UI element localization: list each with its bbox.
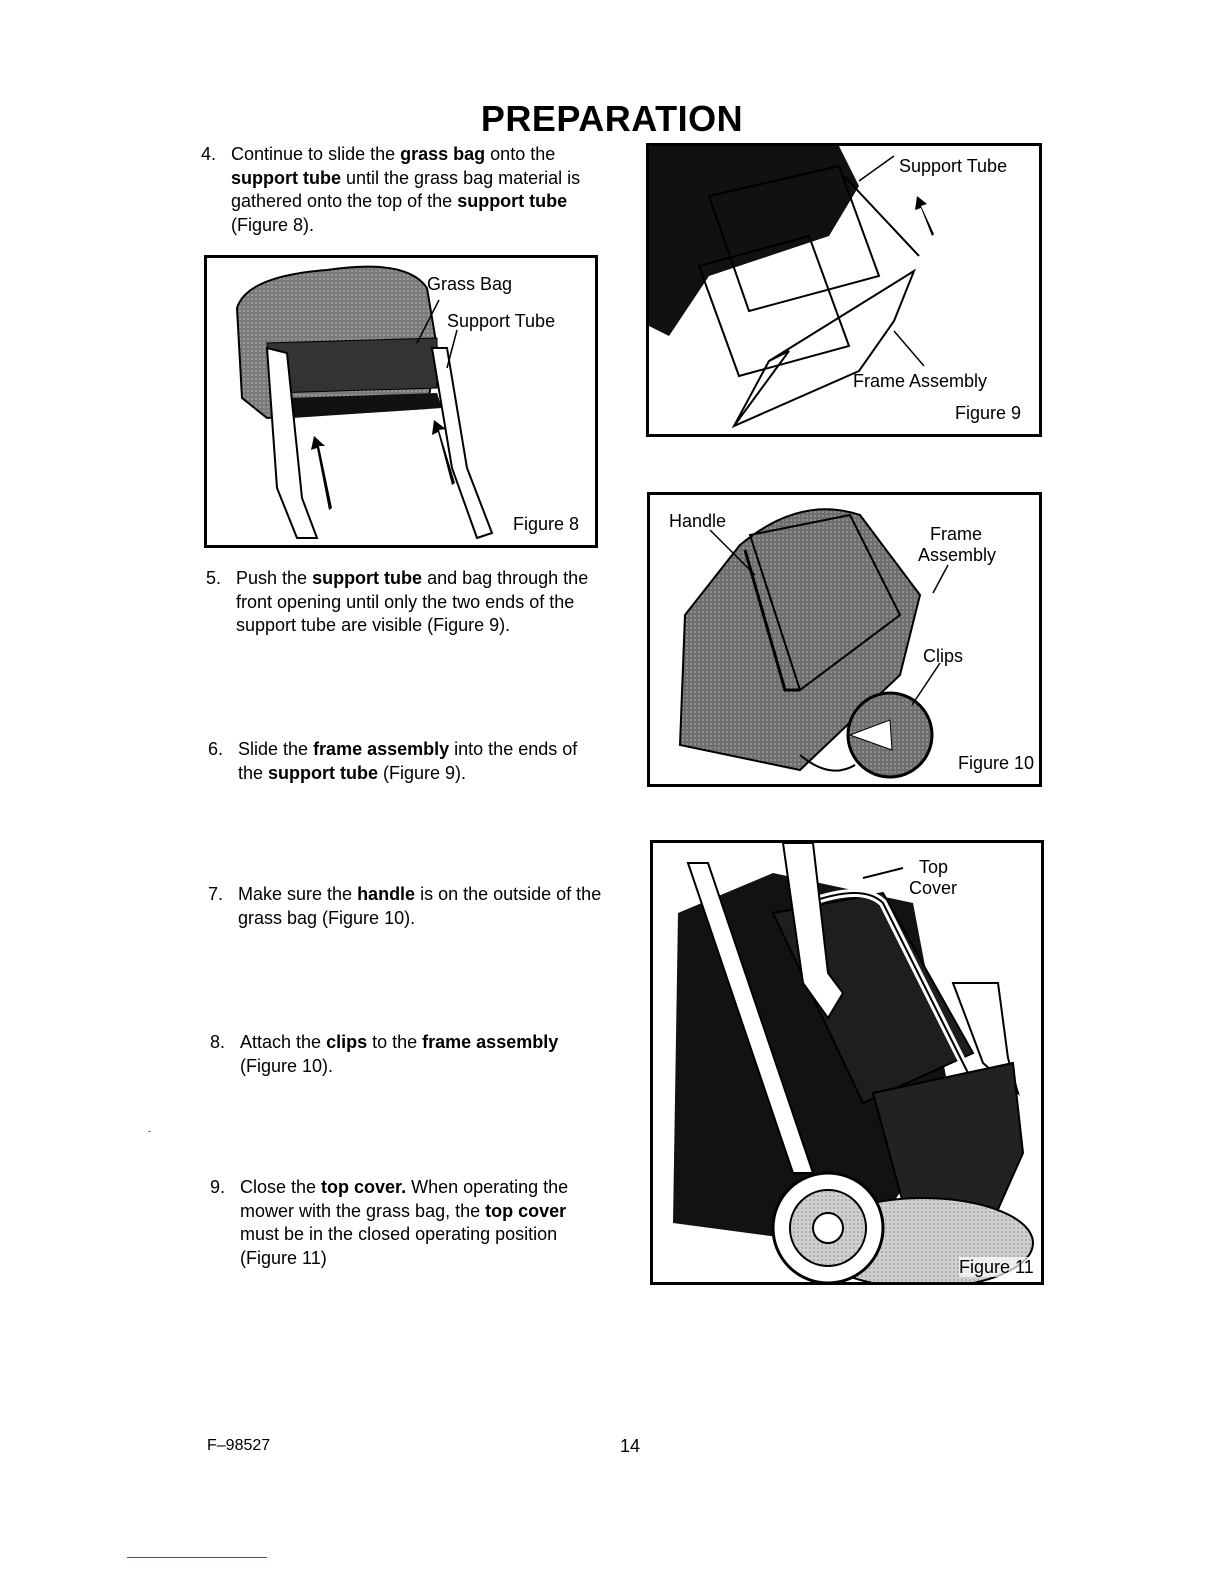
step-emphasis: frame assembly (422, 1032, 559, 1052)
step-emphasis: clips (326, 1032, 368, 1052)
step-text: Continue to slide the (231, 144, 401, 164)
step-number: 8. (210, 1032, 226, 1052)
page-title: PREPARATION (480, 98, 744, 139)
step-text: into the ends of the (238, 739, 578, 783)
step-emphasis: support tube (312, 568, 423, 588)
figure-8 (204, 255, 598, 548)
label-assembly: Assembly (918, 545, 997, 565)
step-text: When operating the mower with the grass bag, the (240, 1177, 569, 1221)
step-emphasis: handle (357, 884, 416, 904)
step-text: onto the (485, 144, 556, 164)
figure-10-caption: Figure 10 (958, 753, 1035, 773)
step-text: Slide the (238, 739, 314, 759)
step-text: (Figure 8). (231, 214, 315, 235)
label-grass-bag: Grass Bag (427, 274, 513, 294)
step-6 (208, 738, 606, 785)
step-text: (Figure 10). (240, 1055, 334, 1076)
step-9 (210, 1176, 608, 1270)
figure-8-caption: Figure 8 (513, 514, 580, 534)
label-handle: Handle (669, 511, 727, 531)
step-emphasis: frame assembly (313, 739, 450, 759)
label-top: Top (919, 857, 949, 877)
figure-11-caption: Figure 11 (959, 1257, 1034, 1277)
step-number: 4. (201, 144, 217, 164)
step-text: Push the (236, 568, 313, 588)
footer-link-underline (127, 1557, 267, 1558)
figure-10-illustration (650, 495, 1042, 787)
figure-8-illustration (207, 258, 598, 548)
step-emphasis: support tube (231, 167, 341, 188)
step-emphasis: support tube (268, 762, 379, 783)
label-frame-assembly: Frame Assembly (853, 371, 988, 391)
step-number: 7. (208, 884, 224, 904)
figure-11 (650, 840, 1044, 1285)
step-5 (206, 567, 604, 638)
page-number: 14 (620, 1436, 641, 1456)
figure-9 (646, 143, 1042, 437)
step-number: 5. (206, 568, 222, 588)
step-number: 9. (210, 1177, 226, 1197)
label-support-tube: Support Tube (899, 156, 1008, 176)
figure-10 (647, 492, 1042, 787)
step-emphasis: top cover. (321, 1177, 407, 1197)
footer-document-code: F–98527 (207, 1437, 271, 1454)
step-text: and bag through the front opening until only the two ends of the support tube are visible (Figure 9). (236, 568, 589, 635)
step-text: until the grass bag material is gathered onto the top of the (231, 167, 581, 211)
figure-11-illustration (653, 843, 1044, 1285)
step-emphasis: top cover (485, 1200, 567, 1221)
step-4 (201, 143, 599, 237)
label-frame: Frame (930, 524, 983, 544)
step-number: 6. (208, 739, 224, 759)
label-clips: Clips (923, 646, 964, 666)
step-7 (208, 883, 606, 930)
step-text: Close the (240, 1177, 322, 1197)
step-emphasis: grass bag (400, 144, 486, 164)
step-text: to the (367, 1032, 423, 1052)
step-text: (Figure 9). (378, 762, 467, 783)
step-text: is on the outside of the grass bag (Figure 10). (238, 884, 602, 928)
figure-9-caption: Figure 9 (955, 403, 1022, 423)
step-text: Attach the (240, 1032, 327, 1052)
label-support-tube: Support Tube (447, 311, 556, 331)
stray-mark (148, 1131, 151, 1132)
step-emphasis: support tube (457, 191, 568, 211)
step-text: Make sure the (238, 884, 358, 904)
figure-9-illustration (649, 146, 1042, 437)
step-8 (210, 1031, 608, 1078)
step-text: must be in the closed operating position (Figure 11) (240, 1224, 558, 1268)
label-cover: Cover (909, 878, 958, 898)
